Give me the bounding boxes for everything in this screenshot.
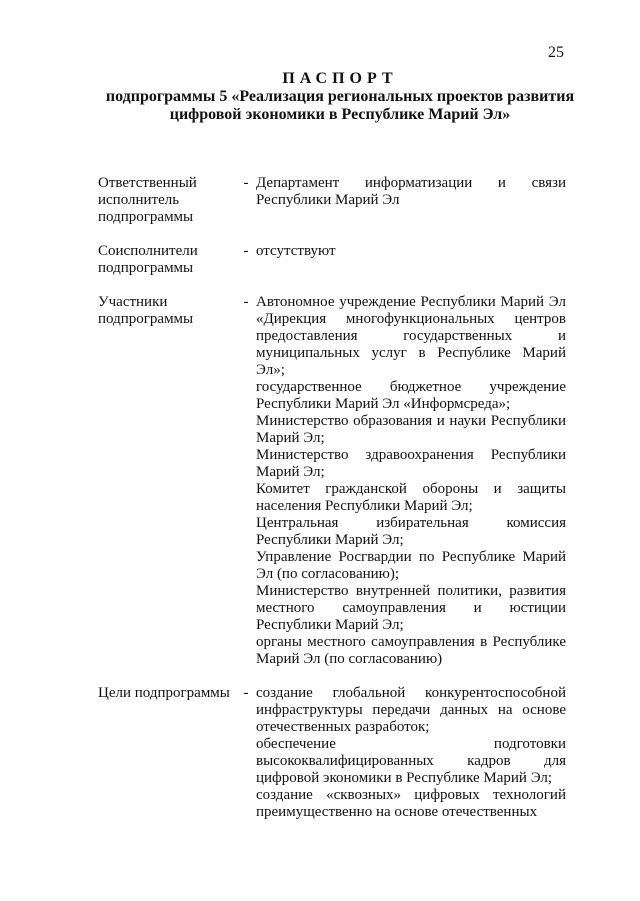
row-paragraph: Автономное учреждение Республики Марий Эл «Дирекция многофункциональных центров предоставления государственных и муниципальных услуг в Республике Марий Эл»; [256,294,566,378]
row-paragraph: создание глобальной конкурентоспособной инфраструктуры передачи данных на основе отечественных разработок; [256,685,566,735]
row-paragraph: создание «сквозных» цифровых технологий преимущественно на основе отечественных [256,787,566,820]
document-subtitle-line-1: подпрограммы 5 «Реализация региональных проектов развития [105,88,575,105]
row-paragraph: государственное бюджетное учреждение Республики Марий Эл «Информсреда»; [256,379,566,412]
row-paragraph: Управление Росгвардии по Республике Марий Эл (по согласованию); [256,549,566,582]
page-number: 25 [548,44,564,61]
row-dash: - [243,294,249,310]
row-value [256,685,566,821]
passport-table [98,175,566,838]
row-paragraph: Министерство внутренней политики, развития местного самоуправления и юстиции Республики Марий Эл; [256,583,566,633]
passport-row-co-executors [98,243,566,277]
row-value [256,175,566,226]
passport-row-responsible [98,175,566,226]
row-paragraph: Центральная избирательная комиссия Республики Марий Эл; [256,515,566,548]
row-value [256,294,566,668]
row-value [256,243,566,277]
document-subtitle-line-2: цифровой экономики в Республике Марий Эл» [169,106,511,123]
passport-row-participants [98,294,566,668]
row-dash: - [243,685,249,701]
document-title: ПАСПОРТ [282,70,398,87]
document-heading [60,70,620,124]
row-paragraph: органы местного самоуправления в Республике Марий Эл (по согласованию) [256,634,566,667]
row-paragraph: Министерство образования и науки Республики Марий Эл; [256,413,566,446]
row-paragraph: Комитет гражданской обороны и защиты населения Республики Марий Эл; [256,481,566,514]
row-dash: - [243,243,249,259]
row-label: Участники подпрограммы [98,294,194,327]
row-paragraph: Министерство здравоохранения Республики Марий Эл; [256,447,566,480]
row-paragraph: обеспечение подготовки высококвалифицированных кадров для цифровой экономики в Республике Марий Эл; [256,736,566,786]
row-dash: - [243,175,249,191]
passport-row-goals [98,685,566,821]
row-label: Соисполнители подпрограммы [98,243,198,276]
row-paragraph: отсутствуют [256,243,336,259]
row-label: Цели подпрограммы [98,685,230,701]
row-paragraph: Департамент информатизации и связи Республики Марий Эл [256,175,566,208]
row-label: Ответственный исполнитель подпрограммы [98,175,197,225]
